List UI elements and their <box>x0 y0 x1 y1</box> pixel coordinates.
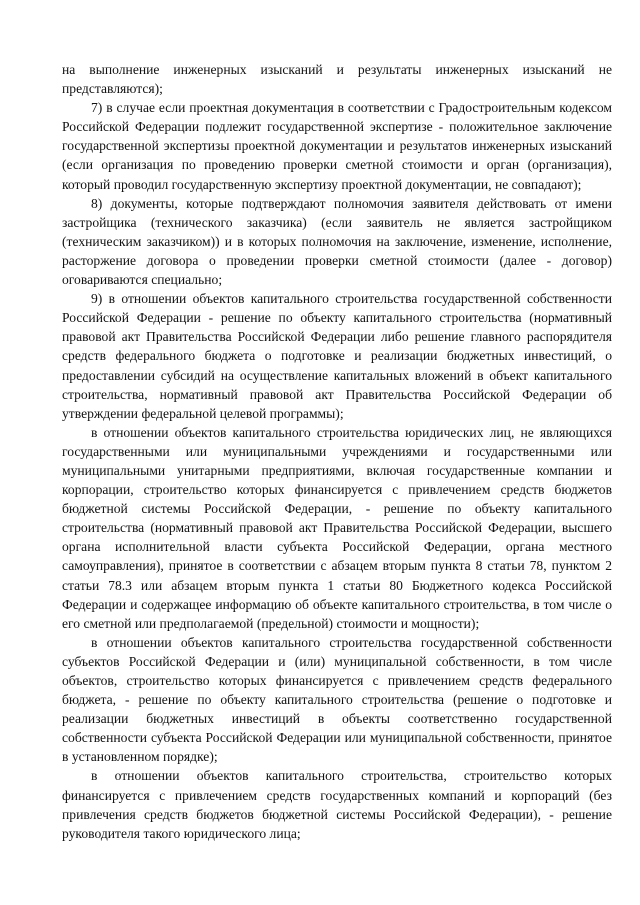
paragraph-legal-entities: в отношении объектов капитального строительства юридических лиц, не являющихся государственными или муниципальными учреждениями и государственными или муниципальными унитарными предприятиями, включая государственные компании и корпорации, строительство которых финансируется с привлечением средств бюджетов бюджетной системы Российской Федерации, - решение по объекту капитального строительства (нормативный правовой акт Правительства Российской Федерации, высшего органа исполнительной власти субъекта Российской Федерации, органа местного самоуправления), принятое в соответствии с абзацем вторым пункта 8 статьи 78, пунктом 2 статьи 78.3 или абзацем вторым пункта 1 статьи 80 Бюджетного кодекса Российской Федерации и содержащее информацию об объекте капитального строительства, в том числе о его сметной или предполагаемой (предельной) стоимости и мощности); <box>62 424 612 631</box>
paragraph-continuation: на выполнение инженерных изысканий и результаты инженерных изысканий не представляются); <box>62 62 612 97</box>
paragraph-regional-municipal: в отношении объектов капитального строительства государственной собственности субъектов Российской Федерации и (или) муниципальной собственности, в том числе объектов, строительство которых финансируется с привлечением средств федерального бюджета, - решение по объекту капитального строительства (решение о подготовке и реализации бюджетных инвестиций в объекты соответственно государственной собственности субъекта Российской Федерации или муниципальной собственности, принятое в установленном порядке); <box>62 634 612 765</box>
paragraph-item-8: 8) документы, которые подтверждают полномочия заявителя действовать от имени застройщика (технического заказчика) (если заявитель не является застройщиком (техническим заказчиком)) и в которых полномочия на заключение, изменение, исполнение, расторжение договора о проведении проверки сметной стоимости (далее - договор) оговариваются специально; <box>62 195 612 288</box>
paragraph-item-7: 7) в случае если проектная документация в соответствии с Градостроительным кодексом Российской Федерации подлежит государственной экспертизе - положительное заключение государственной экспертизы проектной документации и результатов инженерных изысканий (если организация по проведению проверки сметной стоимости и орган (организация), который проводил государственную экспертизу проектной документации, не совпадают); <box>62 100 612 192</box>
paragraph-item-9: 9) в отношении объектов капитального строительства государственной собственности Российской Федерации - решение по объекту капитального строительства (нормативный правовой акт Правительства Российской Федерации либо решение главного распорядителя средств федерального бюджета о подготовке и реализации бюджетных инвестиций, о предоставлении субсидий на осуществление капитальных вложений в объект капитального строительства, нормативный правовой акт Правительства Российской Федерации об утверждении федеральной целевой программы); <box>62 291 612 421</box>
paragraph-state-companies: в отношении объектов капитального строительства, строительство которых финансируется с привлечением средств государственных компаний и корпораций (без привлечения средств бюджетов бюджетной системы Российской Федерации), - решение руководителя такого юридического лица; <box>62 768 612 841</box>
